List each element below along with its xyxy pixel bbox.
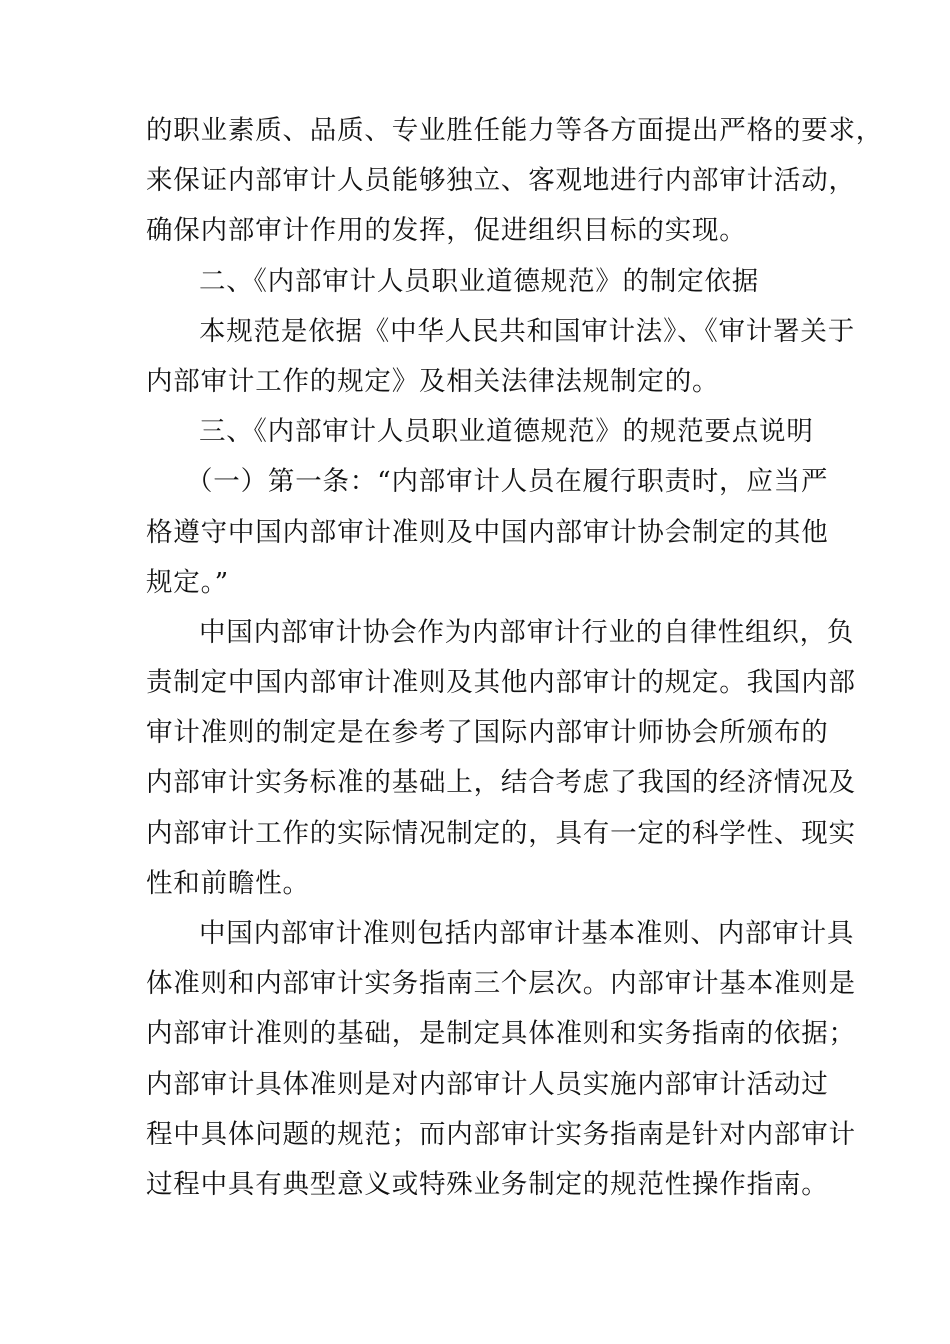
text-line: 中国内部审计协会作为内部审计行业的自律性组织，负 — [199, 616, 855, 648]
text-line: （一）第一条：“内部审计人员在履行职责时，应当严 — [186, 466, 829, 498]
text-line: 格遵守中国内部审计准则及中国内部审计协会制定的其他 — [146, 516, 829, 548]
text-line: 中国内部审计准则包括内部审计基本准则、内部审计具 — [199, 918, 855, 949]
section-heading: 二、《内部审计人员职业道德规范》的制定依据 — [199, 265, 760, 297]
document-body — [146, 106, 884, 1210]
text-line: 内部审计实务标准的基础上，结合考虑了我国的经济情况及 — [146, 767, 856, 799]
text-line: 过程中具有典型意义或特殊业务制定的规范性操作指南。 — [146, 1168, 829, 1200]
text-line: 的职业素质、品质、专业胜任能力等各方面提出严格的要求， — [146, 115, 884, 146]
section-heading: 三、《内部审计人员职业道德规范》的规范要点说明 — [199, 416, 814, 448]
text-line: 程中具体问题的规范；而内部审计实务指南是针对内部审计 — [146, 1118, 856, 1150]
text-line: 内部审计准则的基础，是制定具体准则和实务指南的依据； — [146, 1018, 856, 1050]
text-line: 内部审计工作的规定》及相关法律法规制定的。 — [146, 365, 720, 397]
text-line: 责制定中国内部审计准则及其他内部审计的规定。我国内部 — [146, 667, 856, 699]
text-line: 审计准则的制定是在参考了国际内部审计师协会所颁布的 — [146, 717, 829, 749]
text-line: 确保内部审计作用的发挥，促进组织目标的实现。 — [146, 215, 747, 247]
text-line: 体准则和内部审计实务指南三个层次。内部审计基本准则是 — [146, 968, 856, 1000]
text-line: 规定。” — [146, 566, 229, 598]
text-line: 内部审计工作的实际情况制定的，具有一定的科学性、现实 — [146, 817, 856, 849]
text-line: 本规范是依据《中华人民共和国审计法》、《审计署关于 — [199, 315, 855, 347]
text-line: 性和前瞻性。 — [146, 867, 310, 899]
text-line: 来保证内部审计人员能够独立、客观地进行内部审计活动， — [146, 165, 856, 197]
text-line: 内部审计具体准则是对内部审计人员实施内部审计活动过 — [146, 1068, 829, 1100]
